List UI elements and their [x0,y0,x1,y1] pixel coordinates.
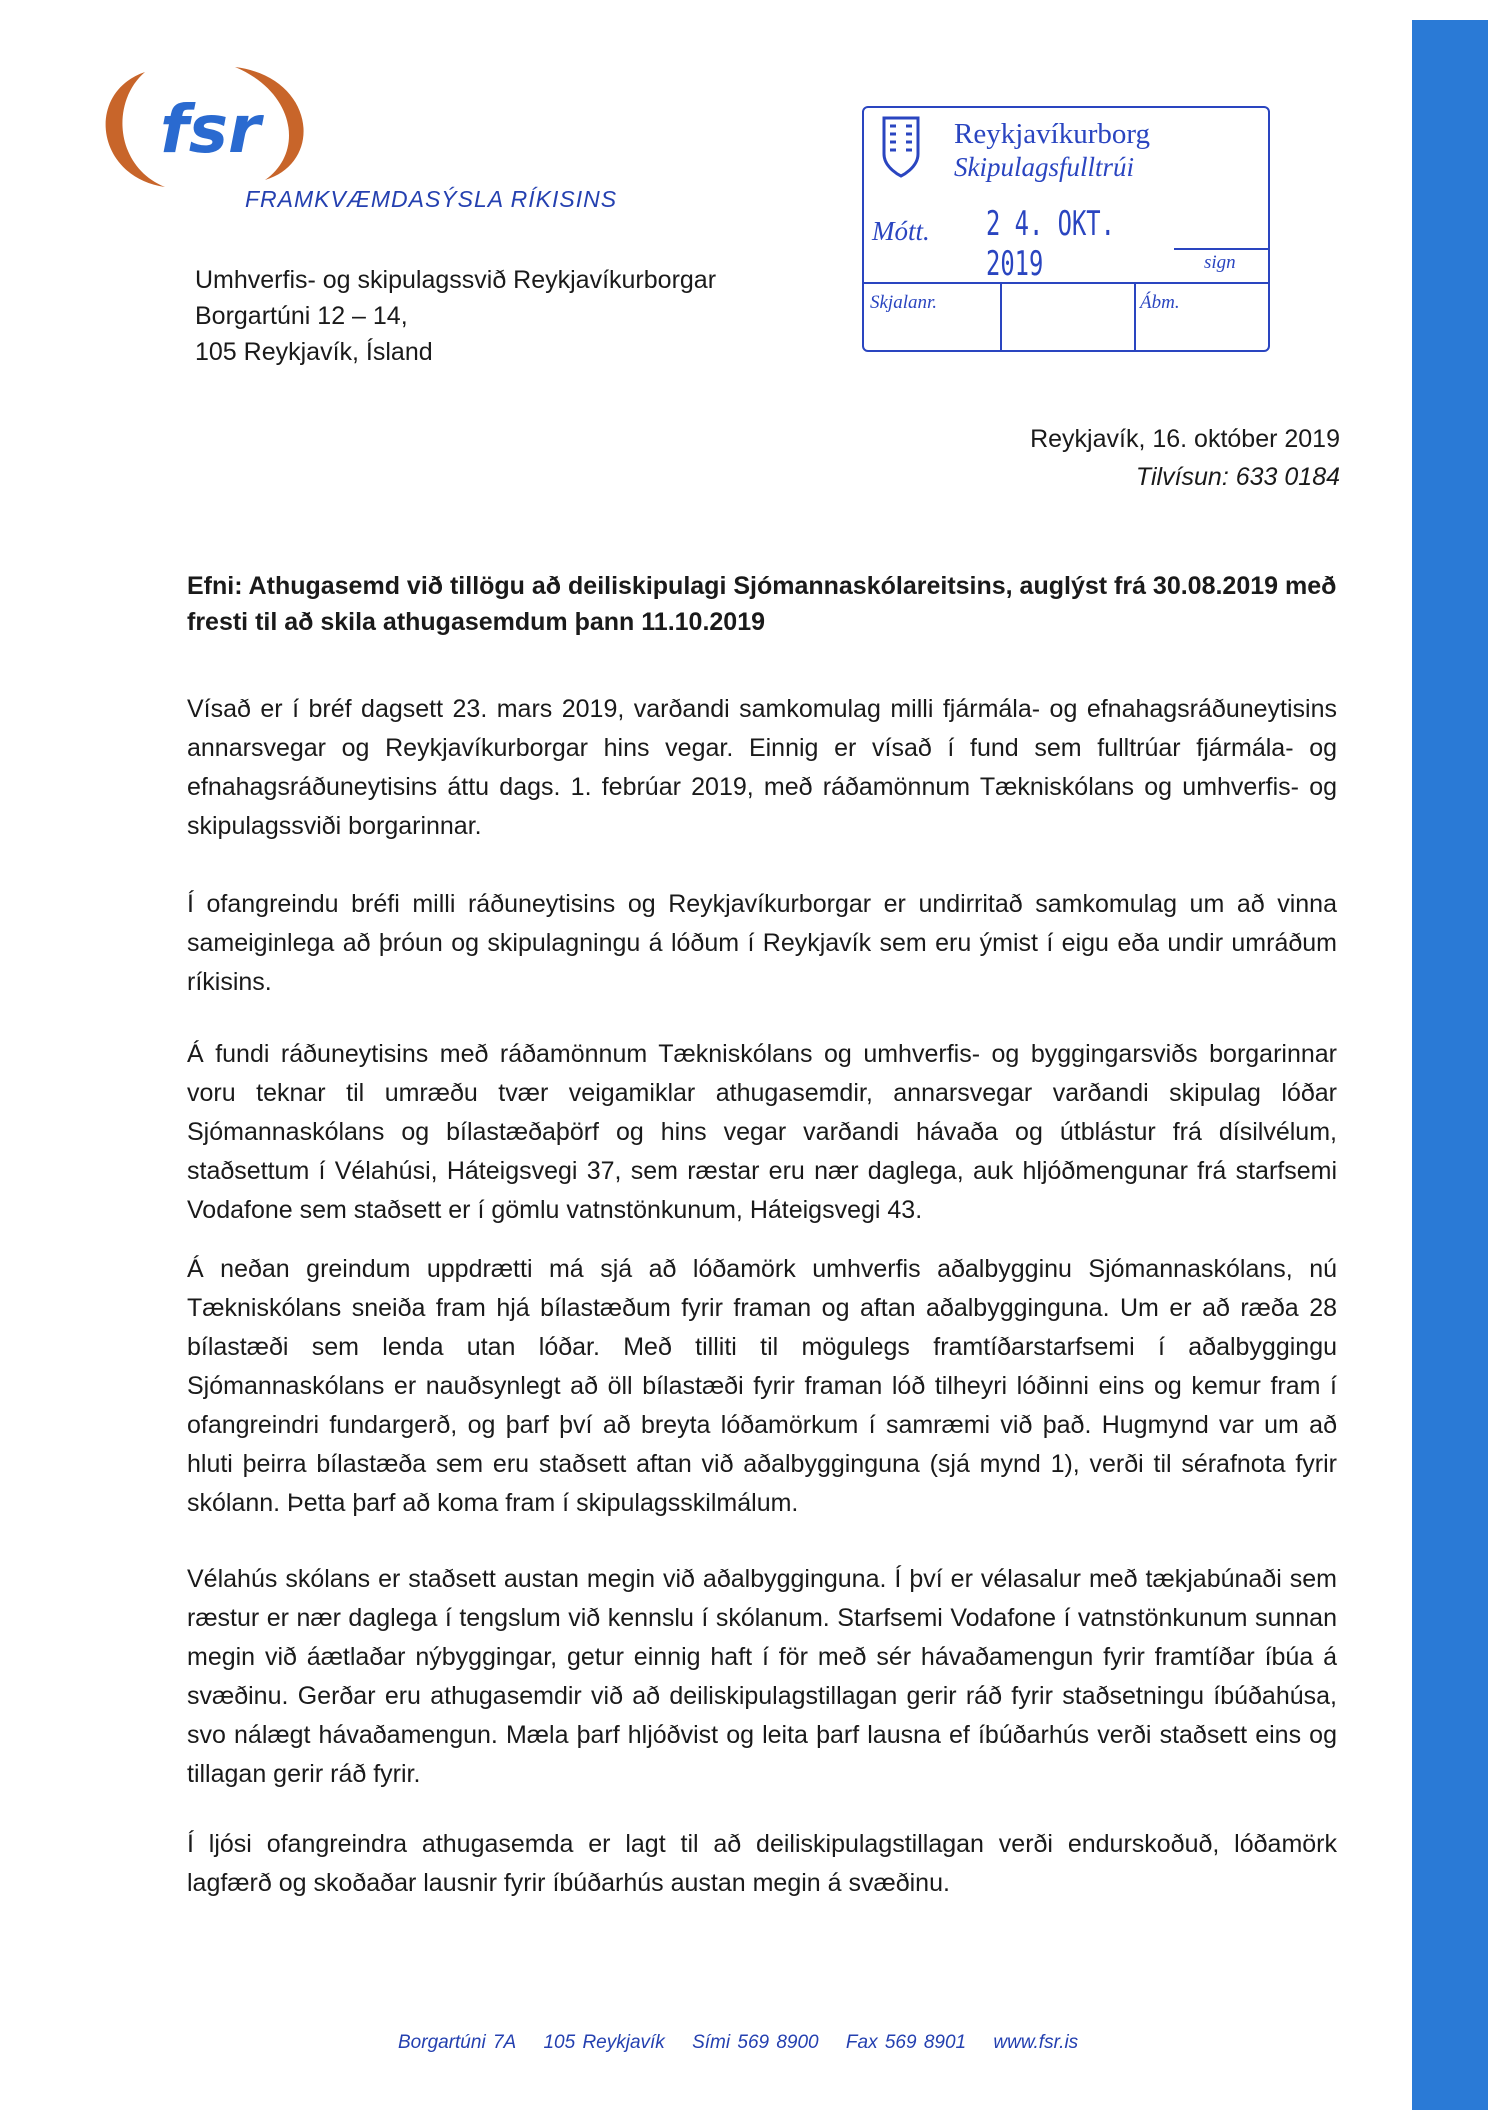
footer-phone: Sími 569 8900 [692,2032,819,2053]
body-paragraph: Á neðan greindum uppdrætti má sjá að lóðamörk umhverfis aðalbygginu Sjómannaskólans, nú Tækniskólans sneiða fram hjá bílastæðum fyrir framan og aftan aðalbygginguna. Um er að ræða 28 bílastæði sem lenda utan lóðar. Með tilliti til mögulegs framtíðarstarfsemi í aðalbyggingu Sjómannaskólans er nauðsynlegt að öll bílastæði fyrir framan lóð tilheyri lóðinni eins og kemur fram í ofangreindri fundargerð, og þarf því að breyta lóðamörkum í samræmi við það. Hugmynd var um að hluti þeirra bílastæða sem eru staðsett aftan við aðalbygginguna (sjá mynd 1), verði til sérafnota fyrir skólann. Þetta þarf að koma fram í skipulagsskilmálum. [187,1255,1337,1517]
footer-street: Borgartúni 7A [398,2032,517,2053]
recipient-address [195,262,716,370]
signature-line [1174,248,1270,250]
city-crest-icon [882,116,920,178]
stamp-sign-label: sign [1204,252,1236,273]
side-color-bar [1412,20,1488,2110]
fsr-logo [85,62,335,192]
footer-contact [398,2032,1098,2054]
stamp-divider [1000,282,1002,352]
body-paragraph: Í ljósi ofangreindra athugasemda er lagt til að deiliskipulagstillagan verði endurskoðuð, lóðamörk lagfærð og skoðaðar lausnir fyrir íbúðarhús austan megin á svæðinu. [187,1830,1337,1897]
place-date: Reykjavík, 16. október 2019 [1030,425,1340,453]
body-paragraph: Vélahús skólans er staðsett austan megin við aðalbygginguna. Í því er vélasalur með tækjabúnaði sem ræstur er nær daglega í tengslum við kennslu í skólanum. Starfsemi Vodafone í vatnstönkunum sunnan megin við áætlaðar nýbyggingar, getur einnig haft í för með sér hávaðamengun fyrir framtíðar íbúa á svæðinu. Gerðar eru athugasemdir við að deiliskipulagstillagan gerir ráð fyrir staðsetningu íbúðahúsa, svo nálægt hávaðamengun. Mæla þarf hljóðvist og leita þarf lausna ef íbúðarhús verði staðsett eins og tillagan gerir ráð fyrir. [187,1565,1337,1788]
recipient-line: 105 Reykjavík, Ísland [195,338,433,366]
stamp-file-no-label: Skjalanr. [870,292,938,313]
stamp-received-label: Mótt. [872,216,930,246]
received-stamp [862,106,1270,352]
stamp-divider [1134,282,1136,352]
recipient-line: Umhverfis- og skipulagssvið Reykjavíkurborgar [195,266,717,294]
agency-name: FRAMKVÆMDASÝSLA RÍKISINS [245,186,618,212]
reference-number: Tilvísun: 633 0184 [1135,463,1340,491]
body-paragraph: Í ofangreindu bréfi milli ráðuneytisins og Reykjavíkurborgar er undirritað samkomulag um að vinna sameiginlega að þróun og skipulagningu á lóðum í Reykjavík sem eru ýmist í eigu eða undir umráðum ríkisins. [187,890,1337,996]
stamp-responsible-label: Ábm. [1140,292,1180,313]
svg-text:fsr: fsr [160,91,261,168]
body-paragraph: Á fundi ráðuneytisins með ráðamönnum Tækniskólans og umhverfis- og byggingarsviðs borgarinnar voru teknar til umræðu tvær veigamiklar athugasemdir, annarsvegar varðandi skipulag lóðar Sjómannaskólans og bílastæðaþörf og hins vegar varðandi hávaða og útblástur frá dísilvélum, staðsettum í Vélahúsi, Háteigsvegi 37, sem ræstar eru nær daglega, auk hljóðmengunar frá starfsemi Vodafone sem staðsett er í gömlu vatnstönkunum, Háteigsvegi 43. [187,1040,1337,1224]
stamp-received-date: 2 4. OKT. 2019 [986,204,1115,284]
dateline [1030,420,1340,496]
stamp-divider [864,282,1268,284]
footer-fax: Fax 569 8901 [845,2032,967,2053]
recipient-line: Borgartúni 12 – 14, [195,302,408,330]
body-paragraph: Vísað er í bréf dagsett 23. mars 2019, varðandi samkomulag milli fjármála- og efnahagsráðuneytisins annarsvegar og Reykjavíkurborgar hins vegar. Einnig er vísað í fund sem fulltrúar fjármála- og efnahagsráðuneytisins áttu dags. 1. febrúar 2019, með ráðamönnum Tækniskólans og umhverfis- og skipulagssviði borgarinnar. [187,695,1337,840]
footer-city: 105 Reykjavík [543,2032,665,2053]
stamp-city: Reykjavíkurborg [954,118,1150,150]
footer-website-link[interactable]: www.fsr.is [993,2032,1079,2053]
subject-line: Efni: Athugasemd við tillögu að deiliskipulagi Sjómannaskólareitsins, auglýst frá 30.08.2019 með fresti til að skila athugasemdum þann 11.10.2019 [187,572,1337,636]
stamp-department: Skipulagsfulltrúi [954,152,1135,182]
